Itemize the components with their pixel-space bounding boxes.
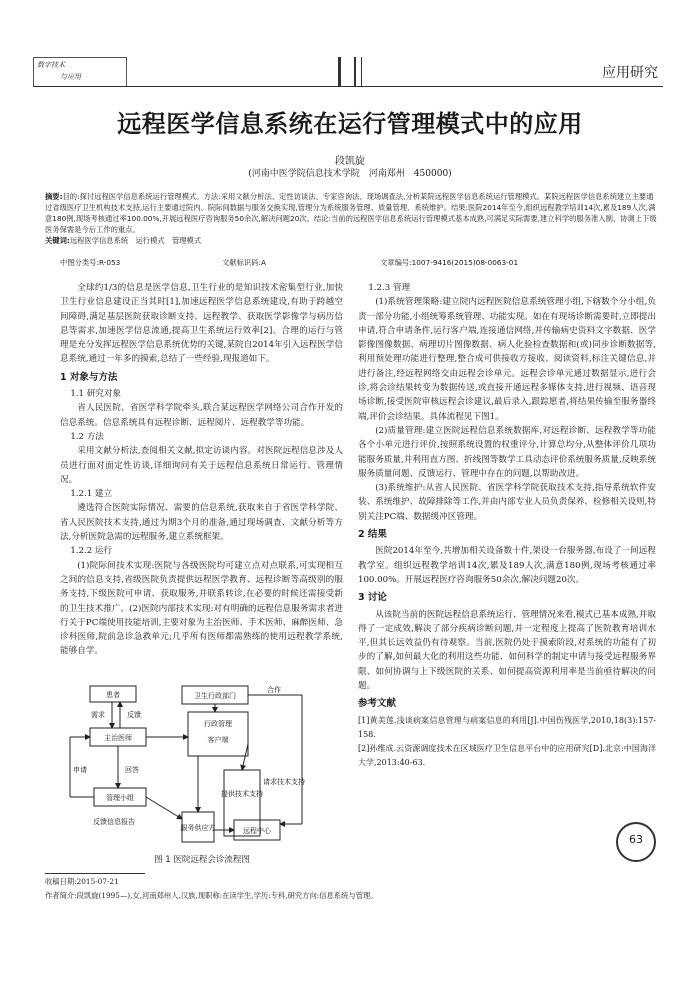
reference-item: [1]黄美莲.浅谈病案信息管理与病案信息的利用[J].中国伤残医学,2010,18(3):157-158. (358, 715, 656, 739)
body-paragraph: 省人民医院、省医学科学院牵头,联合某远程医学网络公司合作开发的信息系统。信息系统具有远程诊断、远程阅片、远程教学等功能。 (60, 403, 343, 428)
subsection-heading: 1.1 研究对象 (70, 389, 122, 400)
section-heading: 3 讨论 (358, 592, 387, 604)
node-client: 客户端 (207, 736, 229, 744)
article-number: 文章编号:1007-9416(2015)08-0063-01 (380, 258, 519, 267)
left-column (60, 281, 343, 659)
received-date: 收稿日期:2015-07-21 (45, 877, 119, 886)
section-heading: 2 结果 (358, 529, 387, 541)
subsection-heading: 1.2.1 建立 (70, 489, 113, 500)
abstract-label: 摘要: (45, 192, 63, 201)
node-service: 服务供应方 (180, 824, 216, 832)
node-platform: 卫生行政部门 (194, 692, 236, 700)
edge-demand: 需求 (91, 711, 105, 719)
subsection-heading: 1.2.3 管理 (368, 283, 411, 293)
edge-reply: 回答 (125, 766, 139, 774)
edge-review: 反馈信息报告 (93, 818, 135, 826)
abstract-block (45, 191, 657, 246)
keywords-label: 关键词: (45, 236, 70, 245)
author-name: 段凯旋 (335, 156, 365, 167)
footnote-rule (45, 873, 145, 874)
figure-caption: 图 1 医院远程会诊流程图 (154, 855, 250, 865)
keywords-text: 远程医学信息系统 运行模式 管理模式 (69, 236, 202, 245)
journal-name-line1: 数字技术 (37, 61, 65, 69)
node-tech: 提供技术支持 (221, 790, 263, 798)
abstract-text: 目的:探讨远程医学信息系统运行管理模式。方法:采用文献分析法、定性访谈法、专家咨询法、现场调查法,分析某院远程医学信息系统运行管理模式。某院远程医学信息系统建立主要通过省级医疗卫生机构技术支持,运行主要通过院内、院际间数据与服务交换实现,管理分为系统服务管理、质量管理、系统维护。结果:医院2014年至今,组织远程教学培训14次,累及189人次,满意180例,现场考核通过率100.00%,开展远程医疗咨询服务50余次,解决问题20次。结论:当前的远程医学信息系统运行管理模式基本成熟,可满足实际需要,建立科学的服务准入制、协调上下级医务保需是今后工作的重点。 (45, 192, 657, 234)
node-group: 管理小组 (106, 794, 134, 802)
header-bar (361, 57, 362, 87)
subsection-heading: 1.2 方法 (70, 431, 104, 442)
author-bio: 作者简介:段凯旋(1995—),女,河南郑州人,汉族,现职称:在读学生,学历:专科,研究方向:信息系统与管理。 (45, 891, 378, 900)
body-paragraph: (1)系统管理策略:建立院内远程医院信息系统管理小组,下辖数个分小组,负责一部分功能,小组统筹系统管理、功能实现。如在有现场诊断需要时,立即提出申请,符合申请条件,运行客户端,连接通信网络,并传输病史资料文字数据、医学影像图像数据、病理切片图像数据、病人化验检查数据和(或)同步诊断数据等,利用预处理功能进行整理,整合成可供接收方接收、阅读资料,标注关键信息,并进行备注,经远程网络交由远程会诊单元。远程会诊单元通过数据显示,进行会诊,将会诊结果转变为数据传送,或直接开通远程多媒体支持,进行视频、语音现场诊断,接受医院审核远程会诊建议,最后录入,跟踪愿者,将结果传输至服务器终端,评价会诊结果。具体流程见下图1。 (358, 297, 656, 422)
node-admin: 行政管理 (204, 720, 232, 728)
body-paragraph: (1)院际间技术实现:医院与各级医院均可建立点对点联系,可实现相互之间的信息支持,省级医院负责提供远程医学教育、远程诊断等高级别的服务支持,下级医院可申请、获取服务,并联系转诊,在必要的时候还需接受新的卫生技术推广。(2)医院内部技术实现:对有明确的远程信息服务需求者进行关于PC端使用技能培训,主要对象为主治医师、手术医师、麻醉医师、急诊科医师,院前急诊急救单元;几乎所有医师都需熟练的使用远程教学系统,能够自学。 (60, 560, 343, 657)
author-affiliation: (河南中医学院信息技术学院 河南郑州 450000) (248, 169, 452, 179)
article-title: 远程医学信息系统在运行管理模式中的应用 (117, 109, 583, 138)
consultation-flowchart (62, 684, 342, 852)
header-bar (338, 57, 341, 87)
node-patient: 患者 (106, 691, 120, 699)
right-column (358, 281, 656, 770)
body-paragraph: (3)系统维护:从省人民医院、省医学科学院获取技术支持,指导系统软件安装、系统维护、故障排除等工作,并由内部专业人员负责保养、检修相关设则,特别关注PC端、数据缓冲区管理。 (358, 483, 656, 522)
node-doctor: 主治医师 (104, 734, 132, 742)
section-label: 应用研究 (602, 65, 658, 81)
node-center: 远程中心 (243, 827, 271, 835)
body-paragraph: (2)质量管理:建立医院远程信息系统数据库,对远程诊断、远程教学等功能各个小单元进行评价,按照系统设置的权重评分,计算总均分,从整体评价几项功能服务质量,并利用直方图、折线图等数学工具动态评价系统服务质量,反映系统服务质量问题、反馈运行、管理中存在的问题,以帮助改进。 (358, 425, 656, 479)
edge-cooperate: 合作 (267, 686, 281, 694)
body-paragraph: 医院2014年至今,共增加相关设备数十件,架设一台服务器,布设了一间远程教学室。组织远程教学培训14次,累及189人次,满意180例,现场考核通过率100.00%。开展远程医疗咨询服务50余次,解决问题20次。 (358, 546, 656, 585)
body-paragraph: 采用文献分析法,查阅相关文献,拟定访谈内容。对医院远程信息涉及人员进行面对面定性访谈,详细询问有关于远程信息系统日常运行、管理情况。 (60, 446, 343, 485)
edge-apply: 申请 (73, 766, 87, 774)
intro-paragraph: 全球约1/3的信息是医学信息,卫生行业的是知识技术密集型行业,加快卫生行业信息建设正当其时[1],加速远程医学信息系统建设,有助于跨越空间障碍,满足基层医院获取诊断支持、远程教学、获取医学影像学与病历信息等需求,加速医学信息流通,提高卫生系统运行效率[2]。合理的运行与管理是充分发挥远程医学信息系统优势的关键,某院自2014年引入远程医学信息系统,通过一年多的摸索,总结了一些经验,现报道如下。 (60, 283, 343, 365)
header-rule (33, 86, 663, 87)
doc-code: 文献标识码:A (222, 258, 266, 267)
subsection-heading: 1.2.2 运行 (70, 546, 113, 557)
node-support: 请求技术支持 (263, 778, 305, 786)
header-bar (354, 57, 356, 87)
page-number: 63 (629, 833, 643, 846)
page-number-badge (616, 822, 656, 862)
reference-item: [2]孙维成.云资源调度技术在区域医疗卫生信息平台中的应用研究[D].北京:中国海洋大学,2013:40-63. (358, 743, 656, 767)
journal-name-line2: 与应用 (60, 73, 81, 81)
edge-feedback: 反馈 (127, 711, 141, 719)
body-paragraph: 遴选符合医院实际情况、需要的信息系统,获取来自于省医学科学院、省人民医院技术支持,通过为期3个月的准备,通过现场调查、文献分析等方法,分析医院急需的远程服务,建立系统框架。 (60, 503, 343, 543)
body-paragraph: 从该院当前的医院远程信息系统运行、管理情况来看,模式已基本成熟,并取得了一定成效,解决了部分疾病诊断问题,并一定程度上提高了医院教育培训水平,但其长远效益仍有待观察。当前,医院仍处于摸索阶段,对系统的功能有了初步的了解,如何最大化的利用这些功能、如何科学的制定申请与接受远程服务界限、如何协调与上下级医院的关系、如何提高资源利用率是当前亟待解决的问题。 (358, 609, 656, 692)
references-title: 参考文献 (358, 698, 397, 710)
clc-number: 中图分类号:R-053 (60, 258, 121, 267)
node-box (188, 712, 248, 756)
section-heading: 1 对象与方法 (60, 371, 118, 383)
